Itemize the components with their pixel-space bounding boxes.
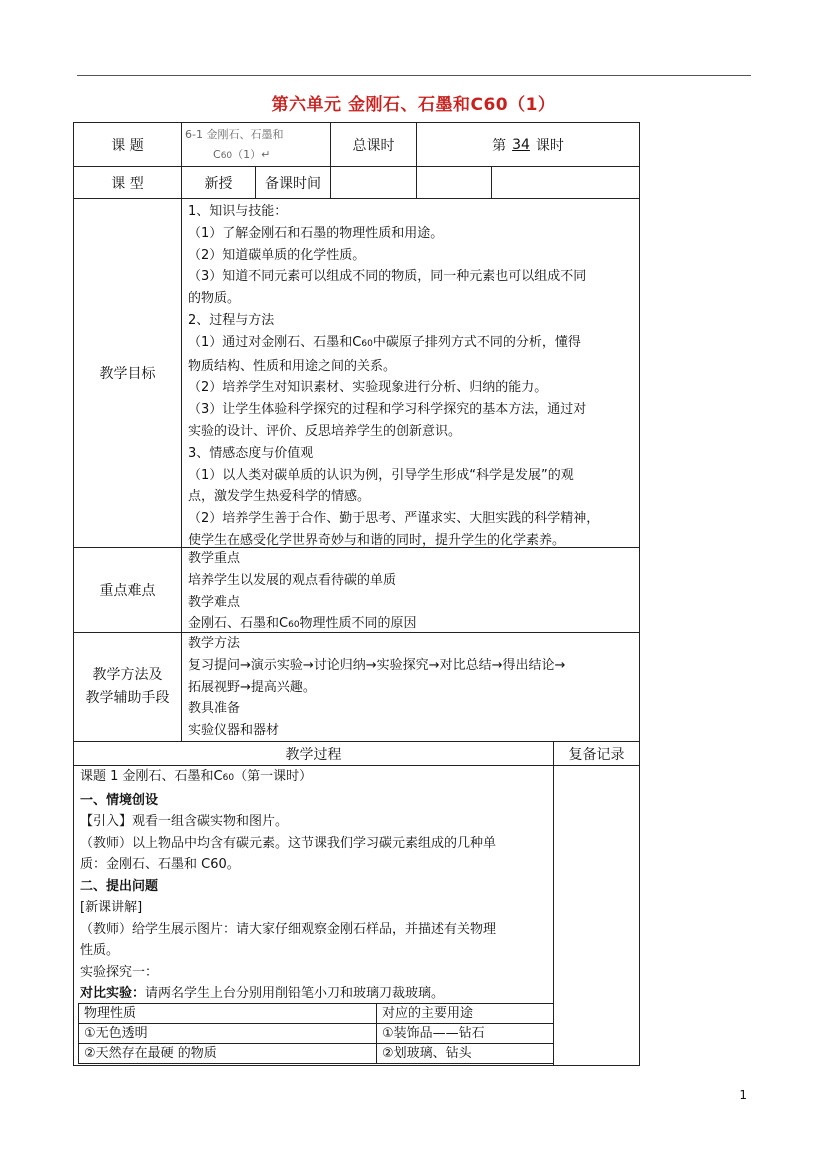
type-value: 新授 (204, 175, 233, 192)
process-line: （教师）给学生展示图片：请大家仔细观察金刚石样品，并描述有关物理 (80, 921, 497, 937)
prep-time-cell-3 (491, 166, 640, 199)
experiment-label: 对比实验： (80, 986, 146, 1001)
process-text: 课题 1 金刚石、石墨和 (80, 769, 214, 784)
objectives-line: （1）以人类对碳单质的认识为例，引导学生形成“科学是发展”的观 (188, 467, 574, 483)
process-header-cell (73, 741, 554, 766)
lesson-prefix: 第 (492, 137, 507, 154)
key-points-text: 物理性质不同的原因 (299, 616, 417, 632)
objectives-line: 3、情感态度与价值观 (188, 445, 314, 461)
process-line: 性质。 (80, 943, 120, 958)
topic-label-cell (73, 122, 182, 167)
total-hours-label: 总课时 (352, 137, 395, 154)
objectives-text: 中碳原子排列方式不同的分析，懂得 (372, 334, 581, 350)
key-points-content-cell (181, 547, 640, 633)
property-value: ①无色透明 (84, 1026, 148, 1041)
objectives-line: 1、知识与技能： (188, 204, 288, 219)
prep-time-label-cell (255, 166, 331, 199)
type-label-cell (73, 166, 182, 199)
property-header: 物理性质 (84, 1006, 137, 1021)
lesson-suffix: 课时 (535, 137, 564, 154)
objectives-content-cell (181, 198, 640, 548)
objectives-text: （1）通过对金刚石、石墨和 (188, 334, 353, 350)
topic-image-sub: 60 (220, 151, 233, 161)
lesson-number: 34 (512, 136, 530, 153)
process-line: [新课讲解] (80, 900, 143, 915)
objectives-line: 点，激发学生热爱科学的情感。 (188, 489, 371, 505)
usage-value: ①装饰品——钻石 (382, 1026, 485, 1041)
methods-label-cell (73, 632, 182, 742)
topic-label: 课 题 (111, 137, 144, 154)
process-line: （教师）以上物品中均含有碳元素。这节课我们学习碳元素组成的几种单 (80, 835, 497, 851)
property-table-cell (78, 1023, 377, 1044)
key-points-line: 教学难点 (188, 594, 241, 610)
property-value: ②天然存在最硬 的物质 (84, 1046, 217, 1061)
total-hours-label-cell (330, 122, 417, 167)
key-points-text: 金刚石、石墨和 (188, 616, 280, 632)
property-table-header-1 (78, 1003, 377, 1024)
topic-image (182, 123, 330, 168)
objectives-label: 教学目标 (99, 366, 156, 382)
process-line: 【引入】观看一组含碳实物和图片。 (80, 814, 289, 829)
process-header: 教学过程 (285, 746, 342, 763)
topic-image-suffix: （1）↵ (232, 148, 271, 161)
objectives-line: （2）知道碳单质的化学性质。 (188, 247, 366, 263)
c60-sub: 60 (288, 620, 300, 631)
prep-time-cell-2 (416, 166, 492, 199)
key-points-label-cell (73, 547, 182, 633)
process-section-heading: 一、情境创设 (80, 792, 159, 808)
methods-content-cell (181, 632, 640, 742)
c60-sub: 60 (361, 338, 373, 349)
topic-image-c: C (213, 148, 221, 161)
usage-header: 对应的主要用途 (382, 1006, 474, 1021)
prep-time-cell-1 (330, 166, 417, 199)
topic-value-cell (181, 122, 331, 167)
process-section-heading: 二、提出问题 (80, 878, 159, 894)
lesson-number-cell (416, 122, 640, 167)
page-number: 1 (739, 1088, 747, 1102)
methods-line: 教学方法 (188, 636, 241, 651)
methods-label-line-2: 教学辅助手段 (85, 690, 170, 706)
objectives-line: （2）培养学生对知识素材、实验现象进行分析、归纳的能力。 (188, 380, 548, 396)
header-rule (77, 75, 751, 76)
usage-value: ②划玻璃、钻头 (382, 1046, 472, 1061)
methods-line: 拓展视野→提高兴趣。 (188, 679, 316, 695)
key-points-line: 培养学生以发展的观点看待碳的单质 (188, 572, 397, 588)
property-table-cell (376, 1043, 554, 1064)
objectives-line: 使学生在感受化学世界奇妙与和谐的同时，提升学生的化学素养。 (188, 532, 566, 548)
objectives-line: 的物质。 (188, 291, 241, 307)
process-line: 质：金刚石、石墨和 C60。 (80, 857, 240, 872)
c60-text: C (352, 334, 362, 350)
property-table-cell (376, 1023, 554, 1044)
objectives-line: 2、过程与方法 (188, 312, 275, 328)
c60-sub: 60 (222, 773, 235, 783)
objectives-line: （3）知道不同元素可以组成不同的物质，同一种元素也可以组成不同 (188, 269, 587, 285)
prep-time-label: 备课时间 (265, 175, 321, 192)
methods-label-line-1: 教学方法及 (92, 667, 163, 683)
methods-line: 教具准备 (188, 701, 241, 717)
topic-image-line-1: 6-1 金刚石、石墨和 (185, 128, 284, 141)
review-notes-cell (553, 765, 640, 1066)
process-text: （第一课时） (234, 769, 313, 784)
objectives-line: （3）让学生体验科学探究的过程和学习科学探究的基本方法，通过对 (188, 402, 587, 418)
key-points-line: 教学重点 (188, 551, 241, 566)
process-line-experiment (80, 983, 549, 1005)
property-table-header-2 (376, 1003, 554, 1024)
objectives-line-c60 (188, 332, 635, 356)
methods-line: 复习提问→演示实验→讨论归纳→实验探究→对比总结→得出结论→ (188, 657, 566, 673)
review-header: 复备记录 (568, 746, 625, 763)
process-line: 实验探究一： (80, 964, 159, 980)
process-line-c60 (80, 766, 549, 790)
objectives-line: 物质结构、性质和用途之间的关系。 (188, 358, 397, 374)
objectives-label-cell (73, 198, 182, 548)
objectives-line: （1）了解金刚石和石墨的物理性质和用途。 (188, 225, 444, 241)
type-value-cell (181, 166, 256, 199)
key-points-label: 重点难点 (99, 583, 156, 599)
objectives-line: 实验的设计、评价、反思培养学生的创新意识。 (188, 423, 462, 439)
methods-line: 实验仪器和器材 (188, 723, 280, 739)
c60-text: C (213, 769, 223, 784)
type-label: 课 型 (111, 175, 144, 192)
experiment-text: 请两名学生上台分别用削铅笔小刀和玻璃刀裁玻璃。 (145, 986, 445, 1001)
property-table-cell (78, 1043, 377, 1064)
document-title: 第六单元 金刚石、石墨和C60（1） (271, 95, 556, 115)
topic-image-line-2 (185, 145, 327, 166)
c60-text: C (279, 616, 289, 632)
objectives-line: （2）培养学生善于合作、勤于思考、严谨求实、大胆实践的科学精神， (188, 511, 600, 527)
review-header-cell (553, 741, 640, 766)
